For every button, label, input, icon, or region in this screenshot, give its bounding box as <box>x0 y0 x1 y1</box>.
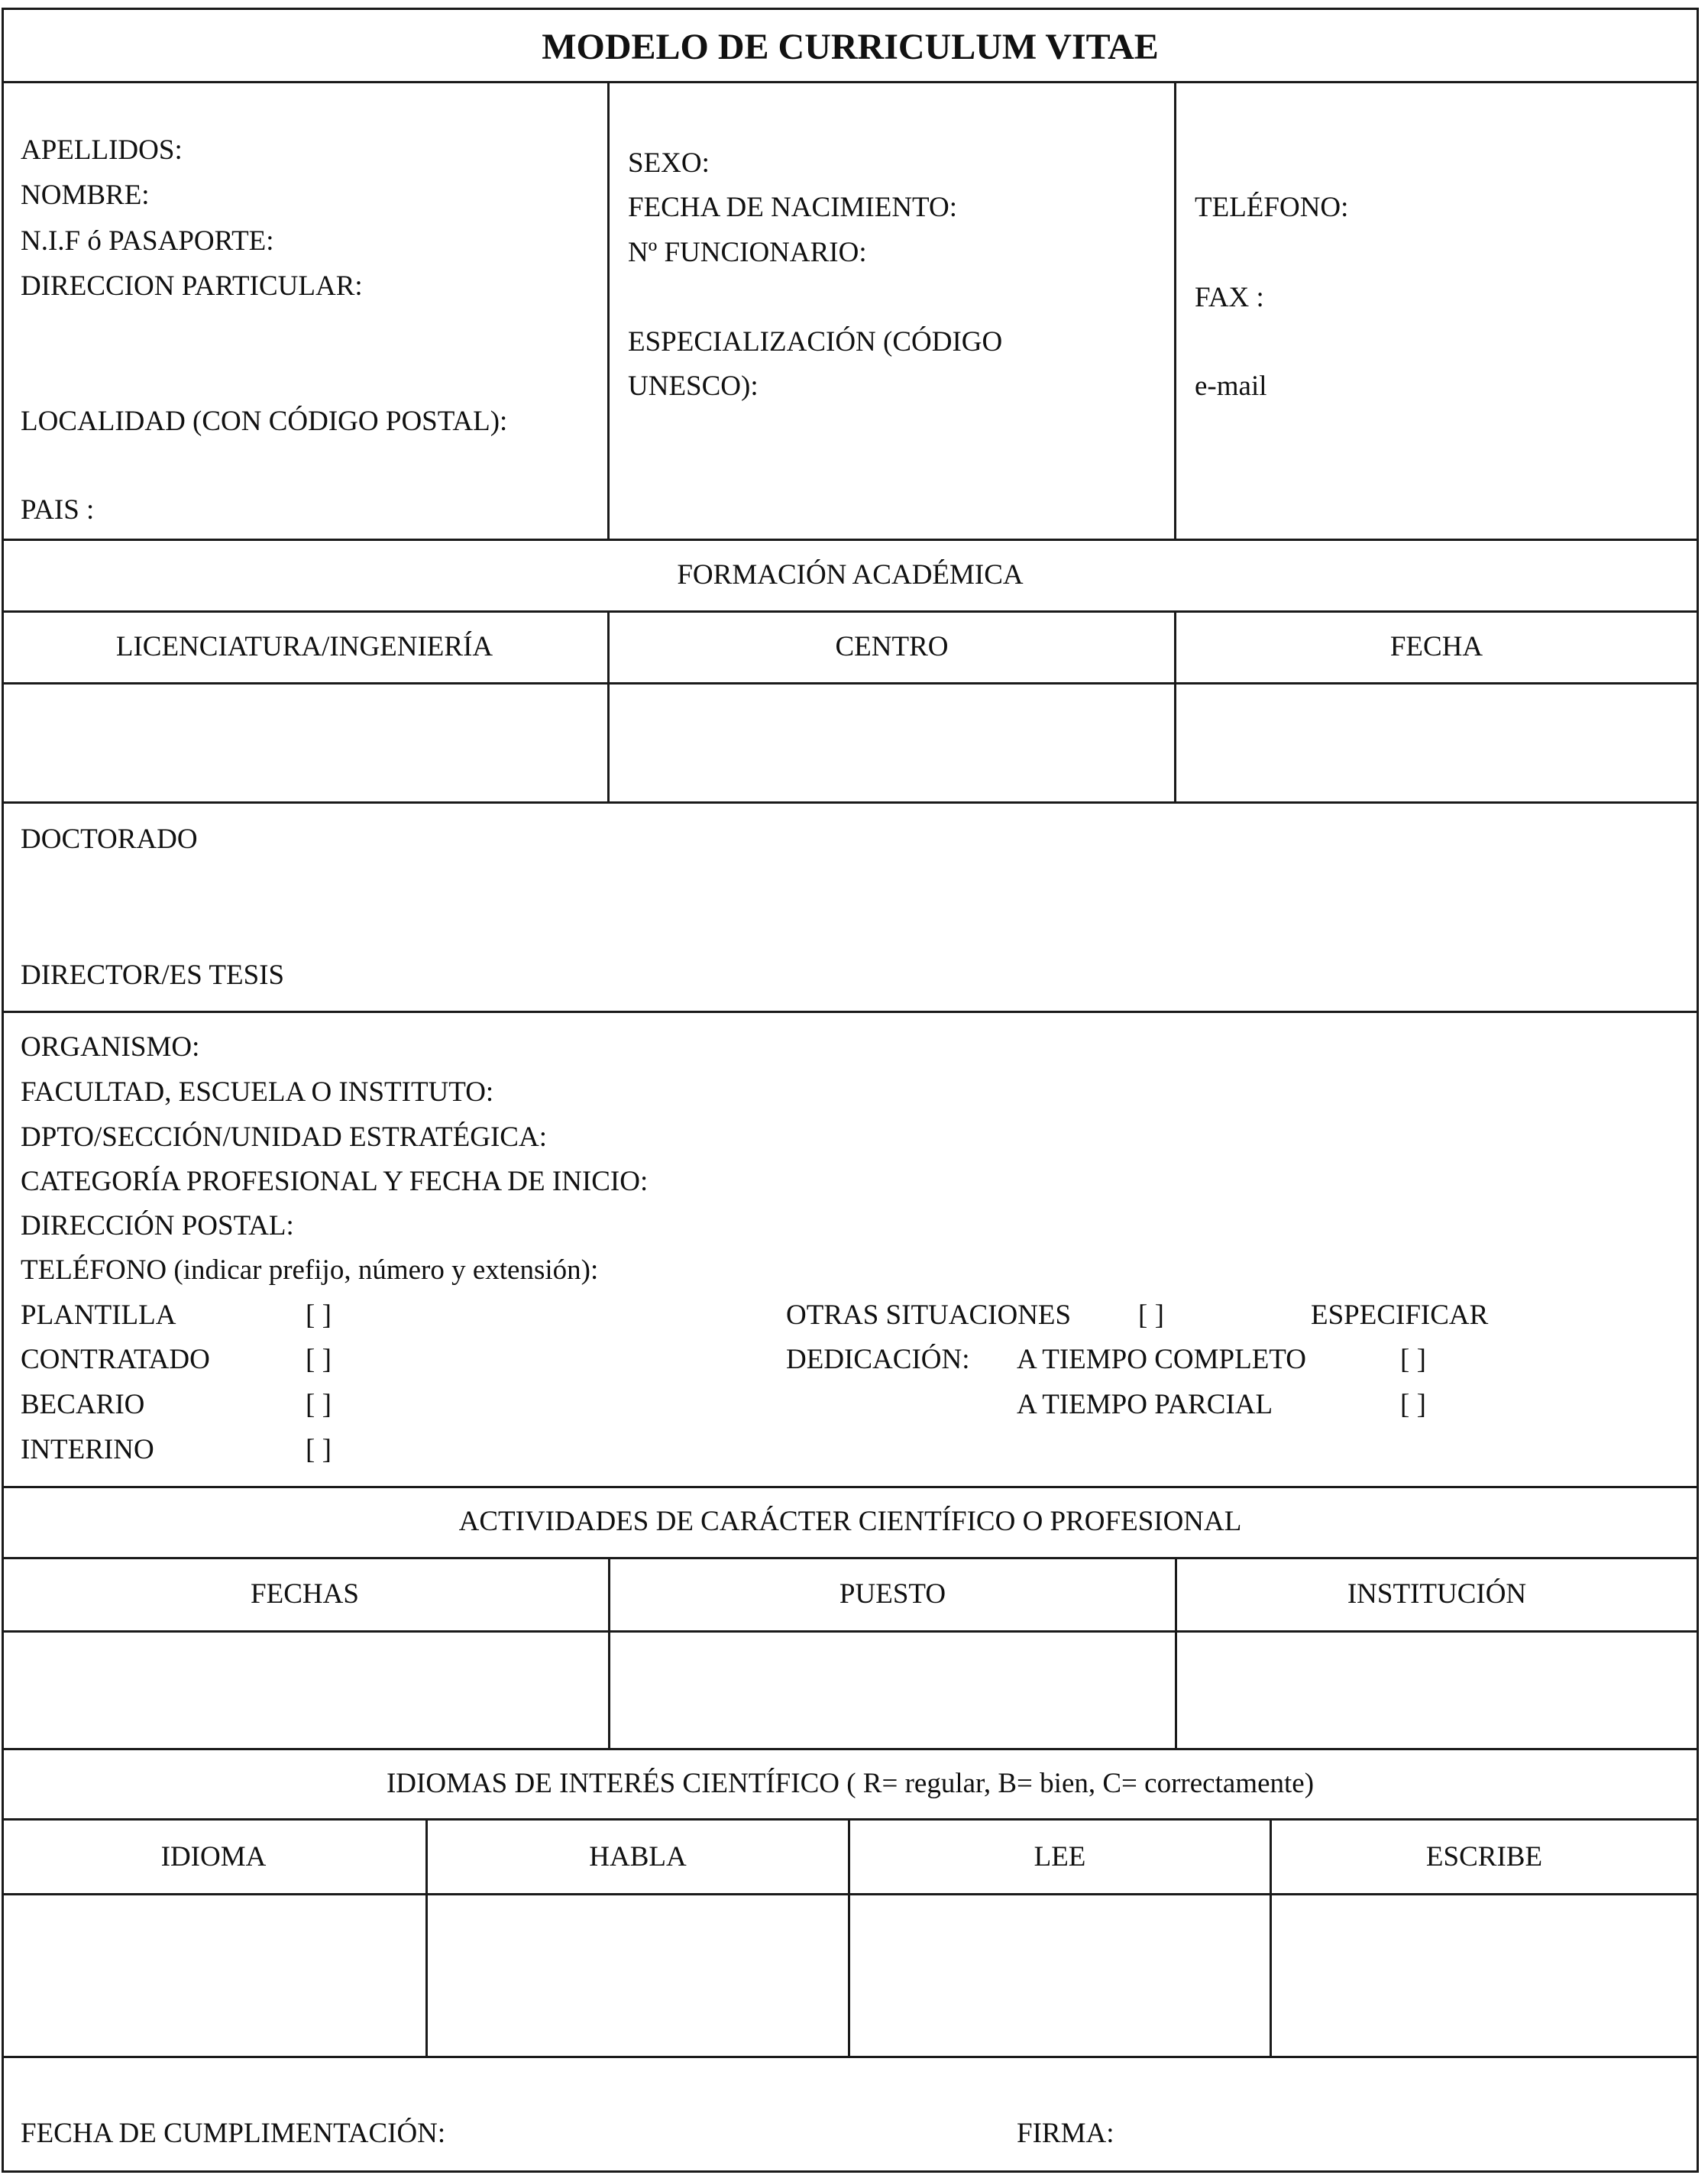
rule-under-formacion-heading <box>2 610 1699 613</box>
checkbox-plantilla[interactable]: [ ] <box>306 1299 332 1331</box>
field-fecha-nacimiento: FECHA DE NACIMIENTO: <box>628 192 957 223</box>
option-becario: BECARIO <box>21 1389 145 1420</box>
field-categoria: CATEGORÍA PROFESIONAL Y FECHA DE INICIO: <box>21 1166 649 1197</box>
option-tiempo-parcial: A TIEMPO PARCIAL <box>1017 1389 1273 1420</box>
option-contratado: CONTRATADO <box>21 1344 210 1375</box>
field-departamento: DPTO/SECCIÓN/UNIDAD ESTRATÉGICA: <box>21 1121 547 1153</box>
field-telefono-trabajo: TELÉFONO (indicar prefijo, número y extensión): <box>21 1254 599 1286</box>
personal-divider-1 <box>607 81 610 541</box>
field-direccion: DIRECCION PARTICULAR: <box>21 270 363 302</box>
rule-under-formacion-row <box>2 801 1699 804</box>
director-tesis-label: DIRECTOR/ES TESIS <box>21 960 285 991</box>
field-nif: N.I.F ó PASAPORTE: <box>21 225 274 257</box>
field-unesco: UNESCO): <box>628 371 759 402</box>
formacion-col-fecha: FECHA <box>1389 631 1483 662</box>
checkbox-interino[interactable]: [ ] <box>306 1434 332 1465</box>
border-top <box>2 8 1699 10</box>
rule-under-personal <box>2 539 1699 541</box>
especificar-label: ESPECIFICAR <box>1311 1299 1489 1331</box>
field-telefono: TELÉFONO: <box>1195 192 1349 223</box>
rule-under-actividades-row <box>2 1748 1699 1750</box>
rule-under-actividades-columns <box>2 1630 1699 1633</box>
rule-under-idiomas-row <box>2 2056 1699 2058</box>
border-bottom <box>2 2170 1699 2173</box>
field-organismo: ORGANISMO: <box>21 1031 200 1063</box>
actividades-col-fechas: FECHAS <box>251 1578 359 1610</box>
checkbox-tiempo-completo[interactable]: [ ] <box>1400 1344 1426 1375</box>
field-direccion-postal: DIRECCIÓN POSTAL: <box>21 1210 294 1241</box>
idiomas-col-lee: LEE <box>1034 1841 1086 1872</box>
option-interino: INTERINO <box>21 1434 154 1465</box>
idiomas-heading: IDIOMAS DE INTERÉS CIENTÍFICO ( R= regular, B= bien, C= correctamente) <box>386 1768 1315 1799</box>
actividades-col-institucion: INSTITUCIÓN <box>1347 1578 1527 1610</box>
border-right <box>1697 8 1699 2173</box>
checkbox-tiempo-parcial[interactable]: [ ] <box>1400 1389 1426 1420</box>
field-nombre: NOMBRE: <box>21 180 150 211</box>
formacion-heading: FORMACIÓN ACADÉMICA <box>677 559 1024 591</box>
idiomas-col-idioma: IDIOMA <box>160 1841 267 1872</box>
checkbox-becario[interactable]: [ ] <box>306 1389 332 1420</box>
field-especializacion: ESPECIALIZACIÓN (CÓDIGO <box>628 326 1003 358</box>
field-facultad: FACULTAD, ESCUELA O INSTITUTO: <box>21 1076 494 1108</box>
personal-divider-2 <box>1174 81 1176 541</box>
option-otras-situaciones: OTRAS SITUACIONES <box>786 1299 1072 1331</box>
option-tiempo-completo: A TIEMPO COMPLETO <box>1017 1344 1306 1375</box>
firma-label: FIRMA: <box>1017 2118 1114 2149</box>
checkbox-contratado[interactable]: [ ] <box>306 1344 332 1375</box>
field-pais: PAIS : <box>21 494 95 526</box>
field-fax: FAX : <box>1195 282 1264 313</box>
page-title: MODELO DE CURRICULUM VITAE <box>542 27 1159 67</box>
rule-under-formacion-columns <box>2 682 1699 685</box>
checkbox-otras-situaciones[interactable]: [ ] <box>1138 1299 1164 1331</box>
dedicacion-label: DEDICACIÓN: <box>786 1344 970 1375</box>
rule-under-doctorado <box>2 1011 1699 1013</box>
idiomas-col-habla: HABLA <box>589 1841 687 1872</box>
idiomas-col-escribe: ESCRIBE <box>1425 1841 1543 1872</box>
field-email: e-mail <box>1195 371 1267 402</box>
formacion-col-licenciatura: LICENCIATURA/INGENIERÍA <box>115 631 493 662</box>
field-num-funcionario: Nº FUNCIONARIO: <box>628 237 867 268</box>
rule-under-actividades-heading <box>2 1557 1699 1559</box>
field-localidad: LOCALIDAD (CON CÓDIGO POSTAL): <box>21 406 508 437</box>
rule-under-situacion <box>2 1486 1699 1488</box>
actividades-heading: ACTIVIDADES DE CARÁCTER CIENTÍFICO O PROFESIONAL <box>458 1506 1242 1537</box>
rule-under-title <box>2 81 1699 83</box>
fecha-cumplimentacion-label: FECHA DE CUMPLIMENTACIÓN: <box>21 2118 446 2149</box>
rule-under-idiomas-columns <box>2 1893 1699 1895</box>
field-apellidos: APELLIDOS: <box>21 134 183 166</box>
field-sexo: SEXO: <box>628 147 710 179</box>
option-plantilla: PLANTILLA <box>21 1299 176 1331</box>
doctorado-label: DOCTORADO <box>21 824 198 855</box>
rule-under-idiomas-heading <box>2 1818 1699 1821</box>
formacion-col-centro: CENTRO <box>835 631 949 662</box>
actividades-col-puesto: PUESTO <box>839 1578 946 1610</box>
